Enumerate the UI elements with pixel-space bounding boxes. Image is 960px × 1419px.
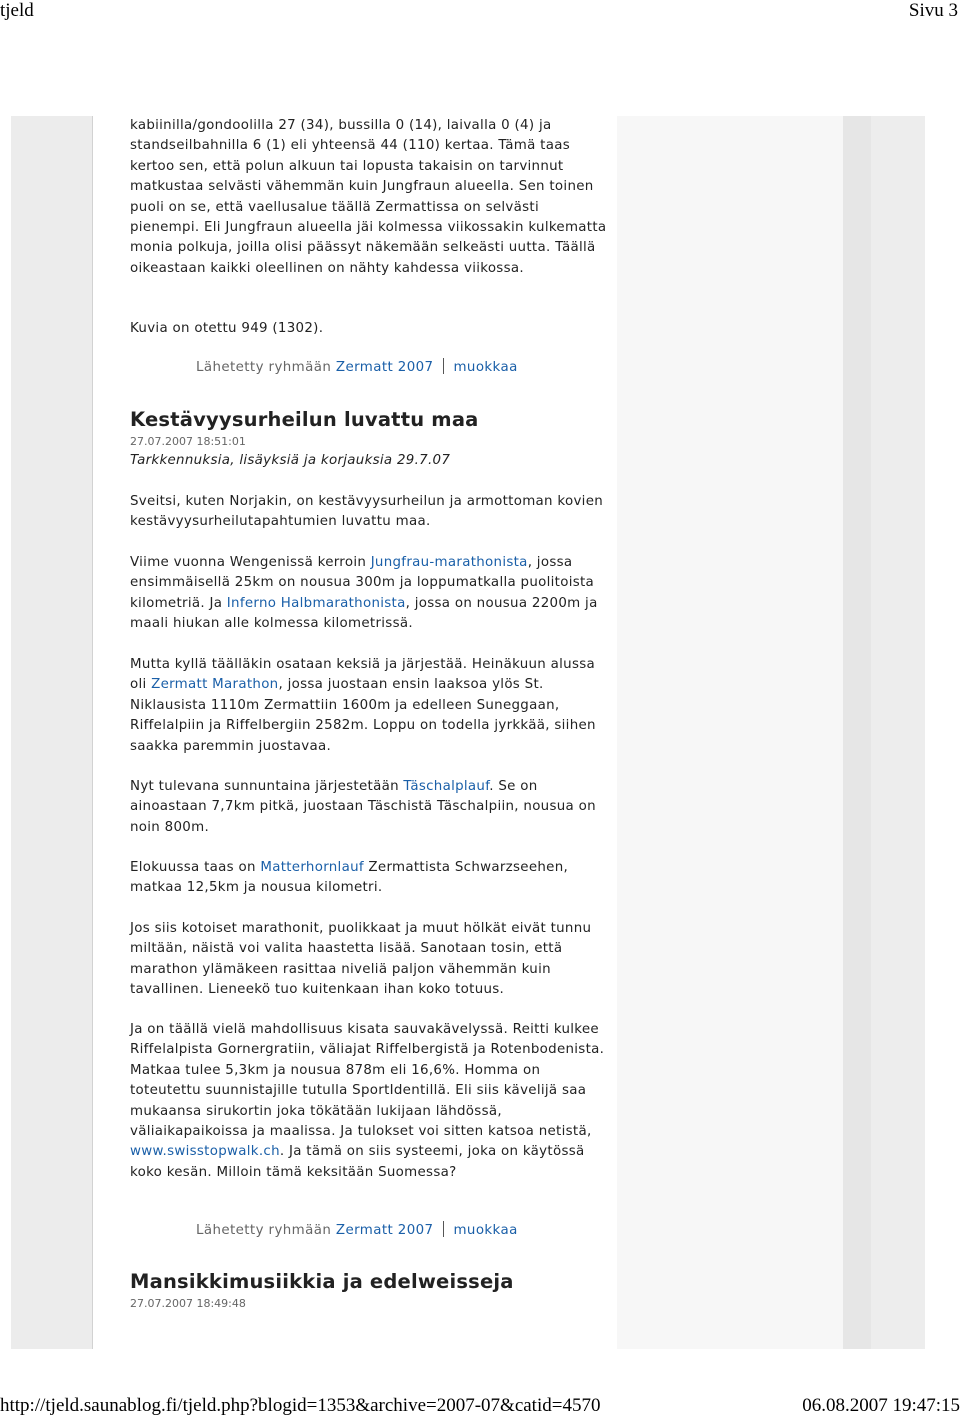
right-sidebar-strip: [843, 116, 871, 1349]
print-header: [0, 0, 960, 24]
post2-meta: [196, 1221, 518, 1238]
matterhornlauf-link[interactable]: Matterhornlauf: [260, 860, 364, 875]
post2-paragraph-5: [130, 858, 610, 899]
header-page-number: Sivu 3: [908, 0, 958, 21]
edit-link[interactable]: muokkaa: [453, 360, 518, 375]
text: . Ja tämä on siis systeemi, joka on käytössä koko kesän. Milloin tämä keksitään Suomessa?: [130, 1144, 585, 1180]
post2-date: 27.07.2007 18:51:01: [130, 435, 246, 448]
post2-paragraph-6: Jos siis kotoiset marathonit, puolikkaat ja muut hölkät eivät tunnu miltään, näistä voi valita haastetta lisää. Sanotaan tosin, että marathon ylämäkeen rasittaa niveliä paljon vähemmän kuin tavallinen. Lieneekö tuo kuitenkaan ihan koko totuus.: [130, 921, 592, 998]
left-frame-column: [11, 116, 92, 1349]
text: , jossa juostaan ensin laaksoa ylös St. Niklausista 1110m Zermattiin 1600m ja edelleen Suneggaan, Riffelalpiin ja Riffelbergiin 2582m. Loppu on todella jyrkkää, siihen saakka paremmin juostavaa.: [130, 677, 596, 754]
post2-subtitle: Tarkkennuksia, lisäyksiä ja korjauksia 29.7.07: [130, 453, 451, 468]
post3-date: 27.07.2007 18:49:48: [130, 1297, 246, 1310]
post1-meta: [196, 358, 518, 375]
post2-paragraph-4: [130, 777, 610, 838]
inferno-halbmarathon-link[interactable]: Inferno Halbmarathonista: [226, 595, 406, 611]
post2-paragraph-7: [130, 1020, 610, 1183]
text: Mutta kyllä täälläkin osataan keksiä ja järjestää. Heinäkuun alussa oli: [130, 657, 596, 693]
print-footer: [0, 1395, 960, 1419]
right-sidebar: [617, 116, 843, 1349]
footer-url: http://tjeld.saunablog.fi/tjeld.php?blogid=1353&archive=2007-07&catid=4570: [0, 1395, 601, 1416]
jungfrau-marathon-link[interactable]: Jungfrau-marathonista: [370, 555, 528, 570]
taschalplauf-link[interactable]: Täschalplauf: [403, 779, 490, 794]
text: Zermattista Schwarzseehen, matkaa 12,5km ja nousua kilometri.: [130, 860, 569, 896]
post2-paragraph-3: [130, 655, 610, 757]
category-link[interactable]: Zermatt 2007: [335, 360, 434, 375]
post3-title[interactable]: Mansikkimusiikkia ja edelweisseja: [130, 1270, 514, 1293]
text: . Se on ainoastaan 7,7km pitkä, juostaan Täschistä Täschalpiin, nousua on noin 800m.: [130, 779, 596, 835]
post2-paragraph-1: Sveitsi, kuten Norjakin, on kestävyysurheilun ja armottoman kovien kestävyysurheilutapahtumien luvattu maa.: [130, 494, 604, 530]
header-blog-name: tjeld: [0, 0, 34, 21]
text: Viime vuonna Wengenissä kerroin: [130, 555, 371, 570]
meta-prefix: Lähetetty ryhmään: [196, 360, 332, 375]
right-sidebar-edge: [871, 116, 925, 1349]
zermatt-marathon-link[interactable]: Zermatt Marathon: [151, 677, 279, 693]
post1-paragraph-2: Kuvia on otettu 949 (1302).: [130, 321, 324, 336]
category-link[interactable]: Zermatt 2007: [335, 1223, 434, 1238]
text: , jossa ensimmäisellä 25km on nousua 300m ja loppumatkalla puolitoista kilometriä. Ja: [130, 555, 595, 611]
text: Elokuussa taas on: [130, 860, 261, 875]
text: Nyt tulevana sunnuntaina järjestetään: [130, 779, 404, 794]
meta-separator: [443, 358, 444, 374]
footer-datetime: 06.08.2007 19:47:15: [802, 1395, 960, 1416]
left-frame-divider: [92, 116, 93, 1349]
meta-separator: [443, 1221, 444, 1237]
text: Ja on täällä vielä mahdollisuus kisata sauvakävelyssä. Reitti kulkee Riffelalpista Gornergratiin, väliajat Riffelbergistä ja Rotenbodenista. Matkaa tulee 5,3km ja nousua 878m eli 16,6%. Homma on toteutettu suunnistajille tutulla SportIdentillä. Eli siis kävelijä saa mukaansa sirukortin joka tökätään lukijaan lähdössä, väliaikapaikoissa ja maalissa. Ja tulokset voi sitten katsoa netistä,: [130, 1022, 605, 1140]
edit-link[interactable]: muokkaa: [453, 1223, 518, 1238]
swisstopwalk-link[interactable]: www.swisstopwalk.ch: [130, 1144, 280, 1160]
post1-paragraph-1: kabiinilla/gondoolilla 27 (34), bussilla 0 (14), laivalla 0 (4) ja standseilbahnilla 6 (1) eli yhteensä 44 (110) kertaa. Tämä taas kertoo sen, että polun alkuun tai lopusta takaisin on tarvinnut matkustaa selvästi vähemmän kuin Jungfraun alueella. Sen toinen puoli on se, että vaellusalue täällä Zermattissa on selvästi pienempi. Eli Jungfraun alueella jäi kolmessa viikossakin kulkematta monia polkuja, joilla olisi päässyt näkemään selkeästi uutta. Täällä oikeastaan kaikki oleellinen on nähty kahdessa viikossa.: [130, 118, 607, 276]
meta-prefix: Lähetetty ryhmään: [196, 1223, 332, 1238]
post2-paragraph-2: [130, 553, 610, 635]
text: , jossa on nousua 2200m ja maali hiukan alle kolmessa kilometrissä.: [130, 595, 598, 632]
post2-title[interactable]: Kestävyysurheilun luvattu maa: [130, 408, 479, 431]
